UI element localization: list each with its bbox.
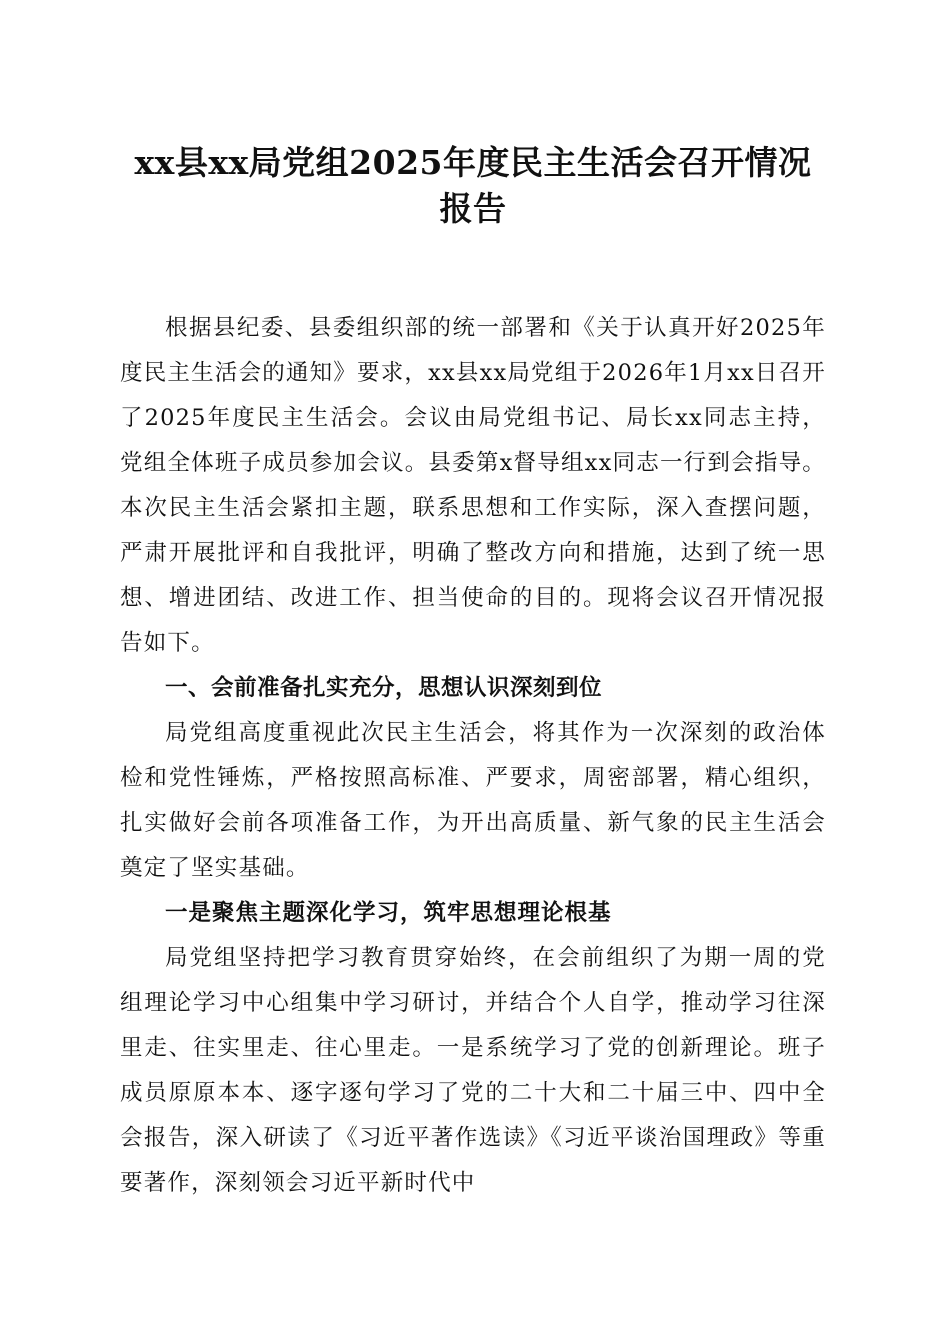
document-page [120, 140, 826, 1206]
section-heading-1: 一、会前准备扎实充分，思想认识深刻到位 [165, 675, 603, 701]
document-body [120, 306, 826, 1206]
title-line-1: xx县xx局党组2025年度民主生活会召开情况 [134, 143, 812, 182]
intro-paragraph: 根据县纪委、县委组织部的统一部署和《关于认真开好2025年度民主生活会的通知》要求，xx县xx局党组于2026年1月xx日召开了2025年度民主生活会。会议由局党组书记、局长xx同志主持，党组全体班子成员参加会议。县委第x督导组xx同志一行到会指导。本次民主生活会紧扣主题，联系思想和工作实际，深入查摆问题，严肃开展批评和自我批评，明确了整改方向和措施，达到了统一思想、增进团结、改进工作、担当使命的目的。现将会议召开情况报告如下。 [120, 315, 827, 656]
subsection-heading-1: 一是聚焦主题深化学习，筑牢思想理论根基 [165, 900, 612, 926]
title-line-2: 报告 [439, 189, 507, 228]
subsection-1-paragraph: 局党组坚持把学习教育贯穿始终，在会前组织了为期一周的党组理论学习中心组集中学习研讨，并结合个人自学，推动学习往深里走、往实里走、往心里走。一是系统学习了党的创新理论。班子成员原原本本、逐字逐句学习了党的二十大和二十届三中、四中全会报告，深入研读了《习近平著作选读》《习近平谈治国理政》等重要著作，深刻领会习近平新时代中 [120, 945, 826, 1196]
document-title [120, 140, 826, 232]
section-1-paragraph: 局党组高度重视此次民主生活会，将其作为一次深刻的政治体检和党性锤炼，严格按照高标准、严要求，周密部署，精心组织，扎实做好会前各项准备工作，为开出高质量、新气象的民主生活会奠定了坚实基础。 [120, 720, 826, 881]
